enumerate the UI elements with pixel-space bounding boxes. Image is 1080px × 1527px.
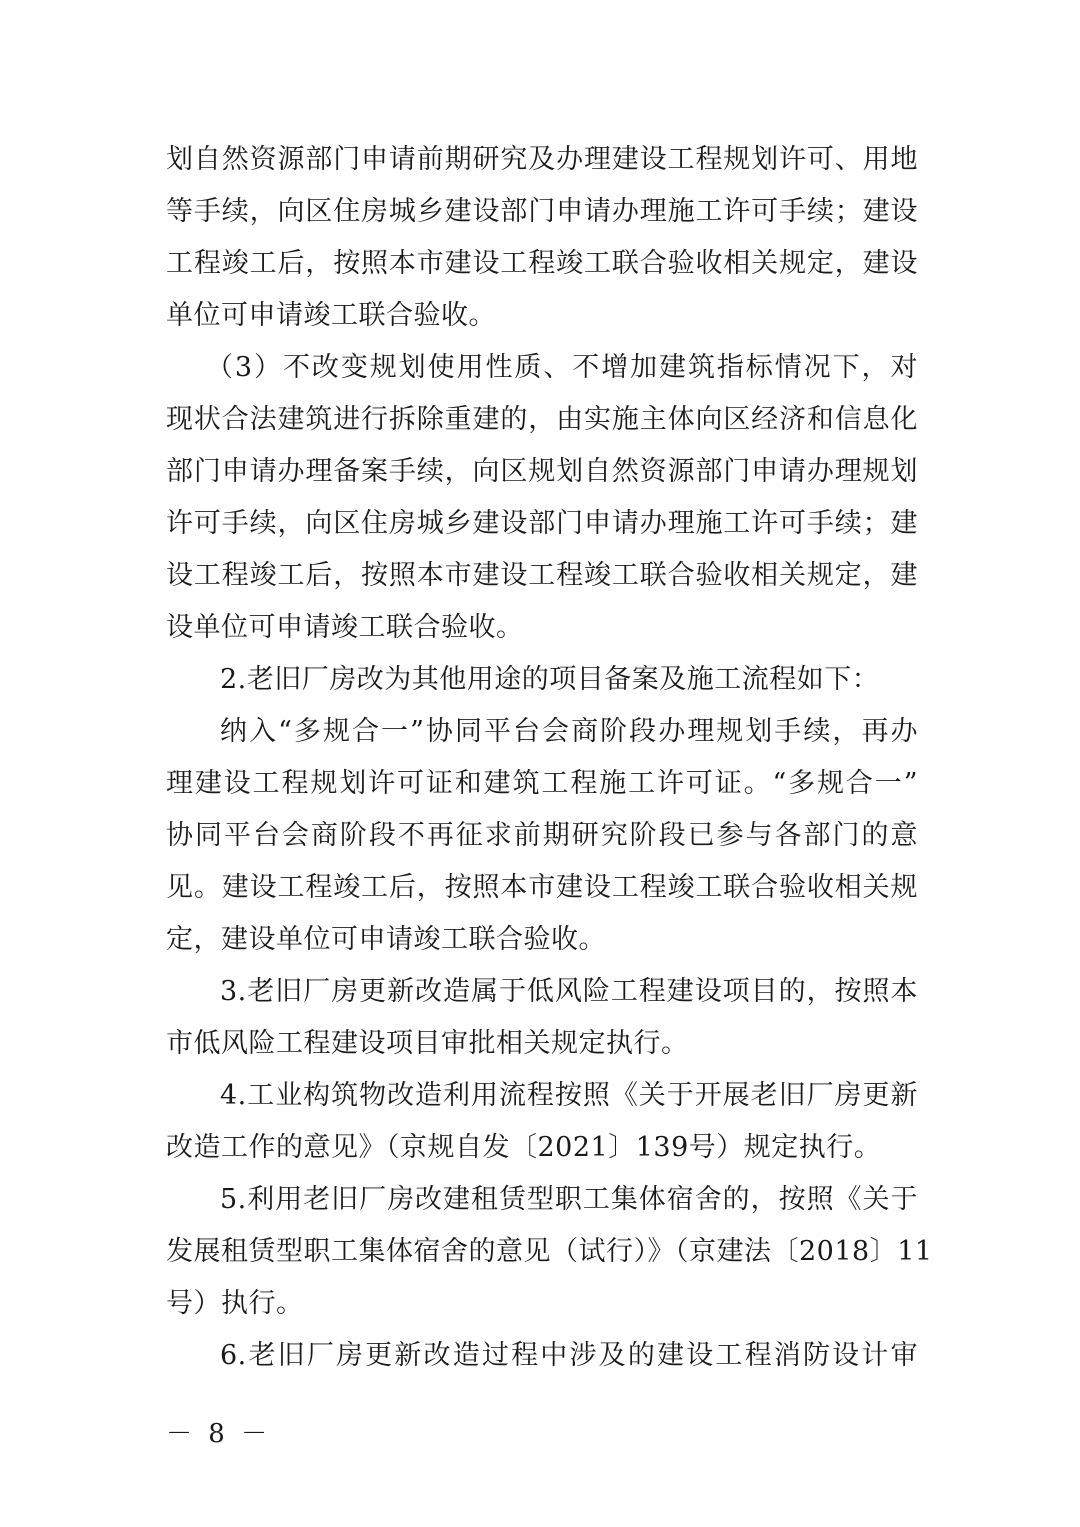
- text-line: 单位可申请竣工联合验收。: [166, 300, 496, 331]
- text-line: 4.工业构筑物改造利用流程按照《关于开展老旧厂房更新: [220, 1080, 918, 1111]
- text-line: 号）执行。: [166, 1288, 304, 1319]
- text-line: 市低风险工程建设项目审批相关规定执行。: [166, 1028, 689, 1059]
- text-line: 现状合法建筑进行拆除重建的，由实施主体向区经济和信息化: [166, 404, 918, 435]
- text-line: 纳入“多规合一”协同平台会商阶段办理规划手续，再办: [220, 716, 918, 747]
- text-line: 3.老旧厂房更新改造属于低风险工程建设项目的，按照本: [220, 976, 918, 1007]
- text-line: 理建设工程规划许可证和建筑工程施工许可证。“多规合一”: [166, 768, 918, 799]
- text-line: 设工程竣工后，按照本市建设工程竣工联合验收相关规定，建: [166, 560, 918, 591]
- text-line: 等手续，向区住房城乡建设部门申请办理施工许可手续；建设: [166, 196, 918, 227]
- text-line: 见。建设工程竣工后，按照本市建设工程竣工联合验收相关规: [166, 872, 918, 903]
- text-line: 划自然资源部门申请前期研究及办理建设工程规划许可、用地: [166, 144, 918, 175]
- text-line: 2.老旧厂房改为其他用途的项目备案及施工流程如下：: [220, 664, 880, 695]
- text-line: 许可手续，向区住房城乡建设部门申请办理施工许可手续；建: [166, 508, 918, 539]
- text-line: 6.老旧厂房更新改造过程中涉及的建设工程消防设计审: [220, 1340, 918, 1371]
- text-line: 协同平台会商阶段不再征求前期研究阶段已参与各部门的意: [166, 820, 918, 851]
- text-line: 发展租赁型职工集体宿舍的意见（试行）》（京建法〔2018〕11: [166, 1236, 933, 1267]
- text-line: （3）不改变规划使用性质、不增加建筑指标情况下，对: [206, 352, 918, 383]
- page-number: － 8 －: [166, 1419, 272, 1449]
- text-line: 定，建设单位可申请竣工联合验收。: [166, 924, 606, 955]
- text-line: 5.利用老旧厂房改建租赁型职工集体宿舍的，按照《关于: [220, 1184, 918, 1215]
- text-line: 工程竣工后，按照本市建设工程竣工联合验收相关规定，建设: [166, 248, 918, 279]
- text-line: 改造工作的意见》（京规自发〔2021〕139号）规定执行。: [166, 1132, 882, 1163]
- text-line: 部门申请办理备案手续，向区规划自然资源部门申请办理规划: [166, 456, 918, 487]
- text-line: 设单位可申请竣工联合验收。: [166, 612, 524, 643]
